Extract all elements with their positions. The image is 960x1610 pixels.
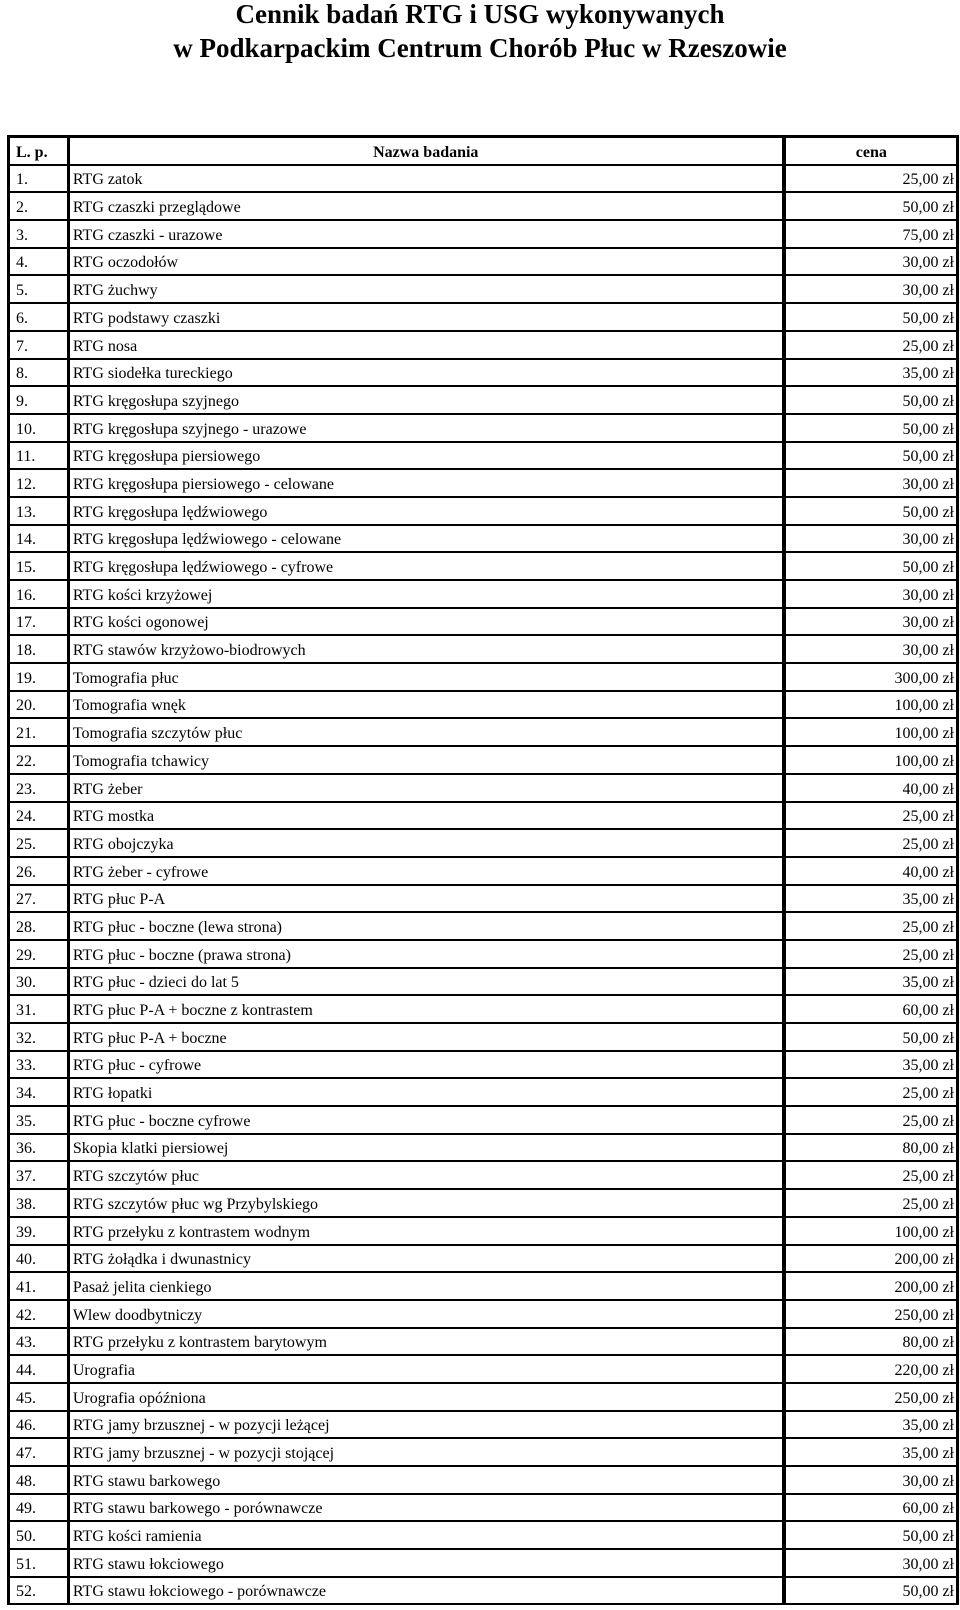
row-price: 25,00 zł [784,1106,958,1134]
table-row [9,1217,958,1245]
table-row [9,1272,958,1300]
row-lp: 16. [9,580,69,608]
row-lp: 34. [9,1078,69,1106]
row-name: RTG przełyku z kontrastem wodnym [68,1217,783,1245]
row-name: RTG stawu łokciowego [68,1549,783,1577]
row-lp: 7. [9,331,69,359]
row-lp: 3. [9,220,69,248]
row-price: 60,00 zł [784,995,958,1023]
row-lp: 41. [9,1272,69,1300]
row-name: RTG czaszki - urazowe [68,220,783,248]
table-row [9,746,958,774]
table-row [9,220,958,248]
row-price: 50,00 zł [784,1023,958,1051]
row-price: 50,00 zł [784,1577,958,1605]
row-lp: 13. [9,497,69,525]
row-price: 80,00 zł [784,1134,958,1162]
row-name: RTG kości ogonowej [68,608,783,636]
row-lp: 6. [9,303,69,331]
row-name: RTG jamy brzusznej - w pozycji stojącej [68,1438,783,1466]
row-price: 35,00 zł [784,968,958,996]
row-price: 50,00 zł [784,442,958,470]
row-price: 50,00 zł [784,386,958,414]
row-name: Skopia klatki piersiowej [68,1134,783,1162]
row-price: 25,00 zł [784,1161,958,1189]
row-price: 25,00 zł [784,802,958,830]
table-row [9,1577,958,1605]
row-name: Urografia opóźniona [68,1383,783,1411]
table-row [9,248,958,276]
row-lp: 52. [9,1577,69,1605]
table-row [9,1245,958,1273]
table-row [9,497,958,525]
row-price: 30,00 zł [784,1466,958,1494]
table-row [9,885,958,913]
row-lp: 17. [9,608,69,636]
row-lp: 19. [9,663,69,691]
row-price: 30,00 zł [784,248,958,276]
table-row [9,165,958,193]
table-row [9,691,958,719]
row-price: 50,00 zł [784,1521,958,1549]
row-name: Tomografia płuc [68,663,783,691]
table-row [9,303,958,331]
row-name: Tomografia wnęk [68,691,783,719]
row-lp: 23. [9,774,69,802]
row-name: RTG łopatki [68,1078,783,1106]
row-name: RTG zatok [68,165,783,193]
row-price: 35,00 zł [784,1051,958,1079]
table-row [9,580,958,608]
table-row [9,829,958,857]
row-price: 40,00 zł [784,774,958,802]
header-lp: L. p. [9,137,69,165]
row-price: 35,00 zł [784,359,958,387]
row-price: 250,00 zł [784,1383,958,1411]
table-row [9,857,958,885]
table-row [9,1161,958,1189]
row-price: 200,00 zł [784,1245,958,1273]
table-row [9,663,958,691]
title-line-2: w Podkarpackim Centrum Chorób Płuc w Rzeszowie [173,33,787,63]
row-lp: 42. [9,1300,69,1328]
row-name: RTG jamy brzusznej - w pozycji leżącej [68,1411,783,1439]
table-row [9,414,958,442]
table-row [9,442,958,470]
row-name: RTG stawu łokciowego - porównawcze [68,1577,783,1605]
table-row [9,1466,958,1494]
row-name: RTG żeber - cyfrowe [68,857,783,885]
title-line-1: Cennik badań RTG i USG wykonywanych [235,0,725,29]
row-name: RTG żuchwy [68,275,783,303]
row-lp: 46. [9,1411,69,1439]
row-name: RTG nosa [68,331,783,359]
row-name: RTG kości ramienia [68,1521,783,1549]
row-name: RTG żołądka i dwunastnicy [68,1245,783,1273]
row-name: RTG żeber [68,774,783,802]
table-row [9,1494,958,1522]
row-price: 25,00 zł [784,912,958,940]
table-row [9,1438,958,1466]
row-lp: 15. [9,552,69,580]
row-name: RTG szczytów płuc wg Przybylskiego [68,1189,783,1217]
row-name: RTG stawu barkowego - porównawcze [68,1494,783,1522]
row-name: RTG przełyku z kontrastem barytowym [68,1328,783,1356]
row-lp: 4. [9,248,69,276]
row-name: Tomografia tchawicy [68,746,783,774]
row-name: Wlew doodbytniczy [68,1300,783,1328]
table-row [9,331,958,359]
row-lp: 45. [9,1383,69,1411]
row-price: 100,00 zł [784,746,958,774]
row-name: Tomografia szczytów płuc [68,718,783,746]
row-name: RTG płuc P-A [68,885,783,913]
row-name: RTG stawu barkowego [68,1466,783,1494]
row-lp: 18. [9,635,69,663]
row-lp: 44. [9,1355,69,1383]
row-lp: 12. [9,469,69,497]
table-row [9,1521,958,1549]
table-row [9,1051,958,1079]
row-name: RTG kręgosłupa szyjnego [68,386,783,414]
row-price: 25,00 zł [784,940,958,968]
row-name: Urografia [68,1355,783,1383]
row-price: 300,00 zł [784,663,958,691]
table-row [9,1328,958,1356]
table-row [9,359,958,387]
row-name: RTG płuc - boczne cyfrowe [68,1106,783,1134]
table-row [9,192,958,220]
table-row [9,608,958,636]
row-price: 50,00 zł [784,552,958,580]
row-lp: 27. [9,885,69,913]
table-row [9,552,958,580]
row-name: RTG płuc - boczne (lewa strona) [68,912,783,940]
row-price: 35,00 zł [784,1411,958,1439]
row-name: RTG płuc - dzieci do lat 5 [68,968,783,996]
row-lp: 22. [9,746,69,774]
row-price: 30,00 zł [784,635,958,663]
row-lp: 48. [9,1466,69,1494]
table-row [9,718,958,746]
table-row [9,469,958,497]
table-row [9,1078,958,1106]
row-price: 30,00 zł [784,525,958,553]
row-price: 25,00 zł [784,331,958,359]
row-lp: 30. [9,968,69,996]
table-row [9,1355,958,1383]
row-name: RTG kręgosłupa piersiowego [68,442,783,470]
row-price: 50,00 zł [784,414,958,442]
row-lp: 39. [9,1217,69,1245]
table-row [9,1411,958,1439]
row-lp: 11. [9,442,69,470]
row-lp: 24. [9,802,69,830]
price-table [7,135,959,1605]
row-name: RTG kości krzyżowej [68,580,783,608]
row-lp: 40. [9,1245,69,1273]
row-price: 30,00 zł [784,608,958,636]
row-price: 220,00 zł [784,1355,958,1383]
row-lp: 9. [9,386,69,414]
row-lp: 20. [9,691,69,719]
table-row [9,940,958,968]
row-lp: 5. [9,275,69,303]
row-lp: 28. [9,912,69,940]
row-lp: 50. [9,1521,69,1549]
row-price: 100,00 zł [784,691,958,719]
row-lp: 38. [9,1189,69,1217]
row-price: 30,00 zł [784,580,958,608]
row-price: 75,00 zł [784,220,958,248]
header-price: cena [784,137,958,165]
table-row [9,1189,958,1217]
table-row [9,1549,958,1577]
row-lp: 14. [9,525,69,553]
row-lp: 33. [9,1051,69,1079]
table-row [9,1383,958,1411]
row-price: 60,00 zł [784,1494,958,1522]
row-lp: 29. [9,940,69,968]
table-row [9,1134,958,1162]
row-price: 50,00 zł [784,192,958,220]
table-row [9,386,958,414]
row-name: RTG kręgosłupa lędźwiowego [68,497,783,525]
row-price: 30,00 zł [784,469,958,497]
table-row [9,995,958,1023]
row-lp: 31. [9,995,69,1023]
row-lp: 49. [9,1494,69,1522]
row-price: 50,00 zł [784,497,958,525]
row-lp: 25. [9,829,69,857]
row-name: RTG płuc - cyfrowe [68,1051,783,1079]
row-name: RTG kręgosłupa lędźwiowego - celowane [68,525,783,553]
row-price: 35,00 zł [784,885,958,913]
row-lp: 47. [9,1438,69,1466]
row-price: 30,00 zł [784,275,958,303]
row-name: RTG płuc P-A + boczne z kontrastem [68,995,783,1023]
table-row [9,1300,958,1328]
row-name: Pasaż jelita cienkiego [68,1272,783,1300]
row-price: 35,00 zł [784,1438,958,1466]
row-name: RTG siodełka tureckiego [68,359,783,387]
row-lp: 10. [9,414,69,442]
row-lp: 32. [9,1023,69,1051]
row-name: RTG płuc - boczne (prawa strona) [68,940,783,968]
row-name: RTG oczodołów [68,248,783,276]
table-row [9,525,958,553]
table-row [9,912,958,940]
table-body [9,165,958,1605]
table-row [9,1023,958,1051]
row-price: 25,00 zł [784,829,958,857]
row-lp: 51. [9,1549,69,1577]
row-lp: 21. [9,718,69,746]
row-name: RTG czaszki przeglądowe [68,192,783,220]
row-price: 50,00 zł [784,303,958,331]
row-price: 25,00 zł [784,1189,958,1217]
row-name: RTG podstawy czaszki [68,303,783,331]
row-lp: 37. [9,1161,69,1189]
table-row [9,1106,958,1134]
row-name: RTG mostka [68,802,783,830]
row-name: RTG obojczyka [68,829,783,857]
row-price: 250,00 zł [784,1300,958,1328]
row-price: 100,00 zł [784,1217,958,1245]
header-name: Nazwa badania [68,137,783,165]
table-row [9,802,958,830]
row-name: RTG kręgosłupa piersiowego - celowane [68,469,783,497]
table-row [9,275,958,303]
row-name: RTG kręgosłupa lędźwiowego - cyfrowe [68,552,783,580]
row-lp: 8. [9,359,69,387]
table-header-row [9,137,958,165]
table-row [9,774,958,802]
row-name: RTG szczytów płuc [68,1161,783,1189]
row-lp: 2. [9,192,69,220]
row-name: RTG płuc P-A + boczne [68,1023,783,1051]
row-lp: 36. [9,1134,69,1162]
row-price: 25,00 zł [784,165,958,193]
row-price: 25,00 zł [784,1078,958,1106]
row-price: 100,00 zł [784,718,958,746]
table-row [9,968,958,996]
row-lp: 26. [9,857,69,885]
row-name: RTG stawów krzyżowo-biodrowych [68,635,783,663]
row-price: 40,00 zł [784,857,958,885]
row-price: 200,00 zł [784,1272,958,1300]
row-lp: 43. [9,1328,69,1356]
row-lp: 35. [9,1106,69,1134]
row-lp: 1. [9,165,69,193]
row-price: 30,00 zł [784,1549,958,1577]
row-price: 80,00 zł [784,1328,958,1356]
table-row [9,635,958,663]
row-name: RTG kręgosłupa szyjnego - urazowe [68,414,783,442]
